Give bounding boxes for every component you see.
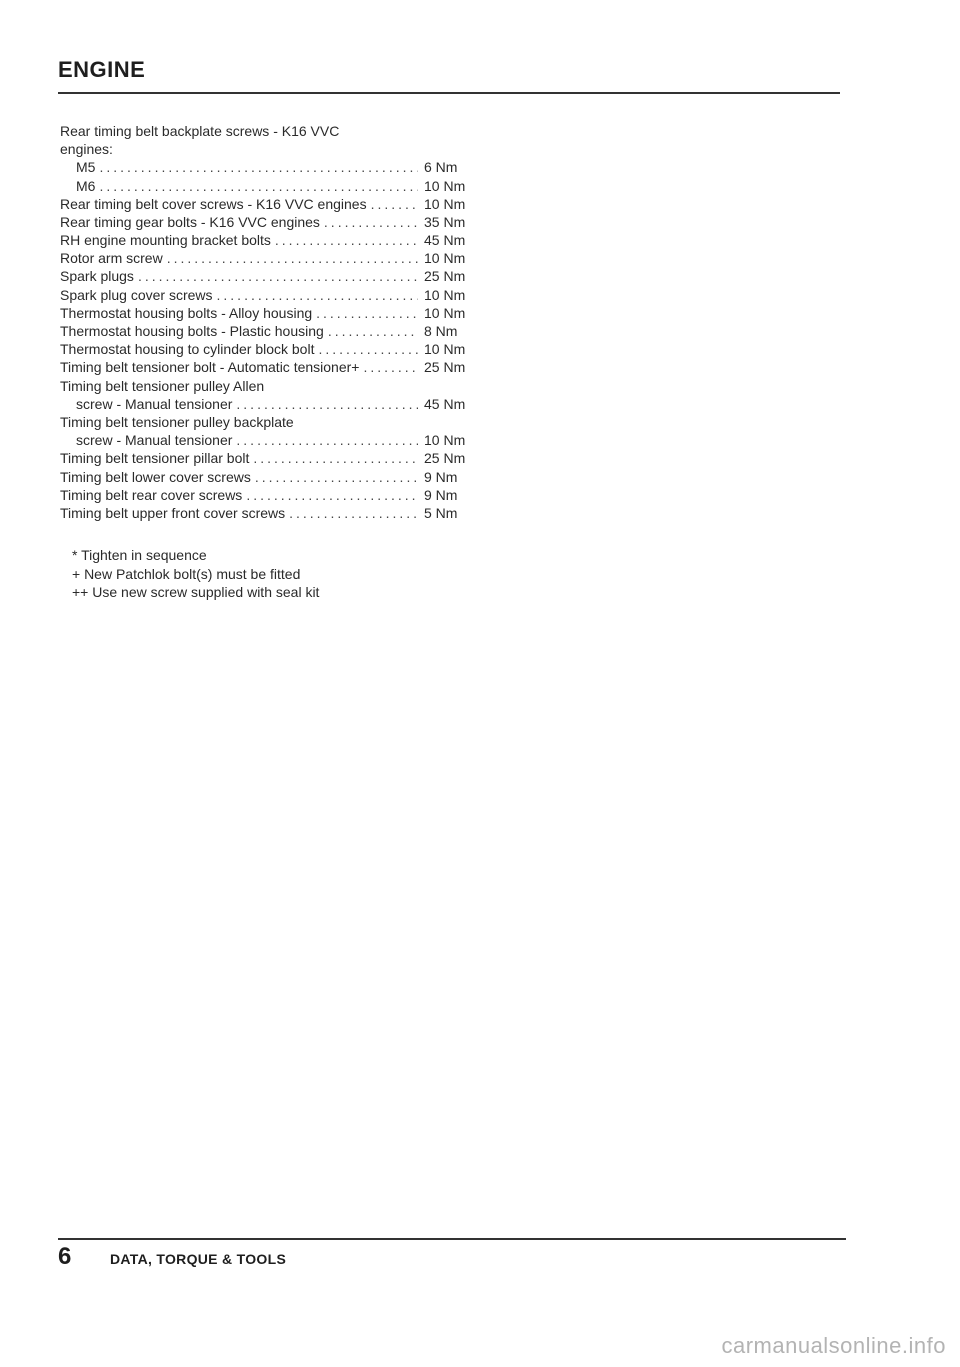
spec-row: [60, 340, 480, 358]
spec-label: Rear timing belt cover screws - K16 VVC engines: [60, 195, 367, 212]
spec-label: Thermostat housing bolts - Alloy housing: [60, 304, 313, 321]
spec-value: 6 Nm: [424, 159, 458, 176]
spec-row: [60, 358, 480, 376]
watermark: carmanualsonline.info: [721, 1333, 946, 1358]
spec-row: [60, 395, 480, 413]
spec-label: Spark plugs: [60, 268, 134, 285]
spec-row: [60, 231, 480, 249]
spec-row: [60, 486, 480, 504]
footnote: + New Patchlok bolt(s) must be fitted: [72, 565, 301, 582]
spec-label: Thermostat housing bolts - Plastic housing: [60, 323, 324, 340]
spec-row: [60, 268, 480, 286]
spec-label: Rotor arm screw: [60, 250, 163, 267]
section-title: DATA, TORQUE & TOOLS: [110, 1251, 287, 1267]
footnotes: [60, 546, 319, 602]
spec-value: 10 Nm: [424, 304, 466, 321]
intro-line: Rear timing belt backplate screws - K16 VVC: [60, 123, 340, 139]
spec-label: screw - Manual tensioner: [76, 432, 233, 449]
spec-row: [60, 195, 480, 213]
footer-divider: [58, 1238, 846, 1240]
spec-label: Timing belt tensioner bolt - Automatic tensioner+: [60, 359, 360, 376]
spec-value: 45 Nm: [424, 395, 466, 412]
spec-value: 25 Nm: [424, 359, 466, 376]
spec-label: Thermostat housing to cylinder block bolt: [60, 341, 315, 358]
spec-row: [60, 431, 480, 449]
spec-label: M6: [76, 177, 96, 194]
intro-line: engines:: [60, 141, 113, 158]
page-number: 6: [58, 1243, 72, 1270]
spec-label: Timing belt upper front cover screws: [60, 504, 286, 521]
spec-label: Rear timing gear bolts - K16 VVC engines: [60, 213, 320, 230]
spec-row: [60, 449, 480, 467]
spec-row: [60, 286, 480, 304]
spec-value: 10 Nm: [424, 341, 466, 358]
spec-row: [60, 322, 480, 340]
spec-row: [60, 468, 480, 486]
spec-value: 9 Nm: [424, 468, 458, 485]
spec-value: 10 Nm: [424, 177, 466, 194]
footnote: * Tighten in sequence: [72, 547, 207, 563]
spec-row: [60, 249, 480, 267]
spec-label: screw - Manual tensioner: [76, 395, 233, 412]
spec-label: Timing belt rear cover screws: [60, 486, 243, 503]
spec-row: [60, 504, 480, 522]
spec-value: 25 Nm: [424, 450, 466, 467]
page-title: ENGINE: [58, 57, 146, 82]
spec-label: Spark plug cover screws: [60, 286, 213, 303]
torque-spec-list: [60, 122, 480, 522]
spec-value: 9 Nm: [424, 486, 458, 503]
spec-label: Timing belt lower cover screws: [60, 468, 251, 485]
spec-label-line: Timing belt tensioner pulley backplate: [60, 414, 294, 430]
spec-row: [60, 158, 480, 176]
spec-value: 25 Nm: [424, 268, 466, 285]
spec-value: 8 Nm: [424, 323, 458, 340]
spec-label: M5: [76, 159, 96, 176]
footnote: ++ Use new screw supplied with seal kit: [72, 584, 320, 600]
spec-value: 10 Nm: [424, 195, 466, 212]
spec-value: 10 Nm: [424, 432, 466, 449]
spec-value: 35 Nm: [424, 213, 466, 230]
spec-value: 10 Nm: [424, 250, 466, 267]
spec-label-line: Timing belt tensioner pulley Allen: [60, 377, 265, 394]
spec-value: 45 Nm: [424, 232, 466, 249]
header-divider: [58, 92, 840, 94]
spec-row: [60, 304, 480, 322]
spec-label: Timing belt tensioner pillar bolt: [60, 450, 250, 467]
spec-label: RH engine mounting bracket bolts: [60, 232, 271, 249]
spec-row: [60, 213, 480, 231]
spec-value: 10 Nm: [424, 286, 466, 303]
spec-row: [60, 177, 480, 195]
spec-value: 5 Nm: [424, 504, 458, 521]
